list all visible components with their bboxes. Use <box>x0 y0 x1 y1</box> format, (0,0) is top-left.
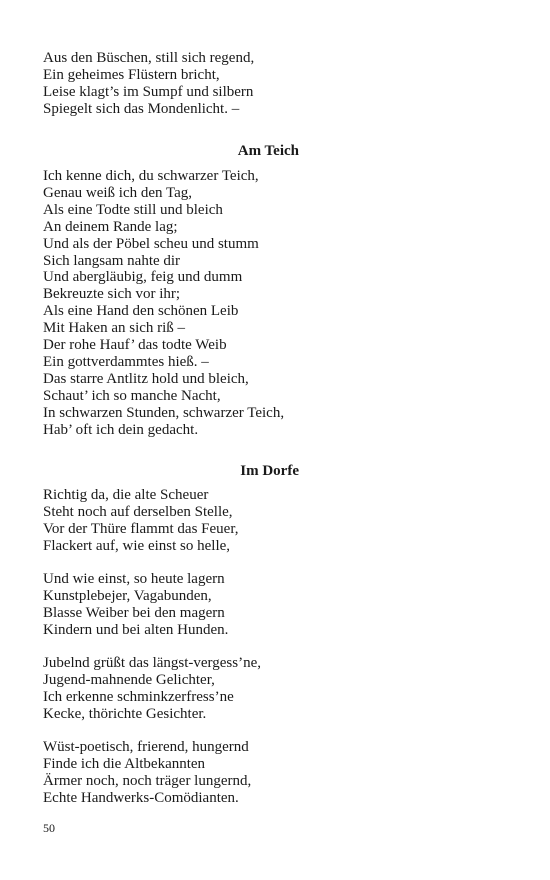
page-number: 50 <box>43 821 55 835</box>
verse-line: Ich erkenne schminkzerfress’ne <box>43 688 234 705</box>
verse-line: Spiegelt sich das Mondenlicht. – <box>43 100 240 117</box>
verse-line: Leise klagt’s im Sumpf und silbern <box>43 83 254 100</box>
verse-line: Und als der Pöbel scheu und stumm <box>43 235 259 252</box>
verse-line: Hab’ oft ich dein gedacht. <box>43 421 199 438</box>
verse-line: Der rohe Hauf’ das todte Weib <box>43 337 227 354</box>
verse-line: Jugend-mahnende Gelichter, <box>43 671 215 688</box>
verse-line: Schaut’ ich so manche Nacht, <box>43 387 221 404</box>
poem-im-dorfe-stanza-4 <box>43 739 503 807</box>
verse-line: Als eine Todte still und bleich <box>43 201 223 218</box>
verse-line: Ein gottverdammtes hieß. – <box>43 353 209 370</box>
verse-line: Und abergläubig, feig und dumm <box>43 269 243 286</box>
verse-line: Ärmer noch, noch träger lungernd, <box>43 772 252 789</box>
verse-line: Mit Haken an sich riß – <box>43 320 186 337</box>
verse-line: Kecke, thörichte Gesichter. <box>43 705 207 722</box>
poem-im-dorfe-stanza-3 <box>43 655 503 723</box>
verse-line: Echte Handwerks-Comödianten. <box>43 789 239 806</box>
verse-line: Genau weiß ich den Tag, <box>43 184 193 201</box>
verse-line: Aus den Büschen, still sich regend, <box>43 50 255 66</box>
verse-line: Jubelnd grüßt das längst-vergess’ne, <box>43 655 262 671</box>
poem-title-im-dorfe: Im Dorfe <box>240 463 299 479</box>
verse-line: Und wie einst, so heute lagern <box>43 571 225 587</box>
verse-line: In schwarzen Stunden, schwarzer Teich, <box>43 404 285 421</box>
verse-line: Ich kenne dich, du schwarzer Teich, <box>43 168 259 184</box>
verse-line: Als eine Hand den schönen Leib <box>43 303 239 320</box>
verse-line: Sich langsam nahte dir <box>43 252 181 269</box>
verse-line: Wüst-poetisch, frierend, hungernd <box>43 739 249 755</box>
poem-im-dorfe-stanza-2 <box>43 571 503 639</box>
verse-line: Richtig da, die alte Scheuer <box>43 487 209 503</box>
poem-im-dorfe-stanza-1 <box>43 487 503 555</box>
verse-line: An deinem Rande lag; <box>43 218 178 235</box>
stanza-intro <box>43 50 503 118</box>
verse-line: Blasse Weiber bei den magern <box>43 604 225 621</box>
verse-line: Flackert auf, wie einst so helle, <box>43 537 231 554</box>
verse-line: Finde ich die Altbekannten <box>43 755 206 772</box>
poem-am-teich <box>43 168 503 439</box>
verse-line: Steht noch auf derselben Stelle, <box>43 503 233 520</box>
verse-line: Vor der Thüre flammt das Feuer, <box>43 520 239 537</box>
verse-line: Ein geheimes Flüstern bricht, <box>43 66 220 83</box>
verse-line: Bekreuzte sich vor ihr; <box>43 286 181 303</box>
verse-line: Kindern und bei alten Hunden. <box>43 621 229 638</box>
verse-line: Kunstplebejer, Vagabunden, <box>43 587 212 604</box>
poem-title-am-teich: Am Teich <box>237 143 299 159</box>
verse-line: Das starre Antlitz hold und bleich, <box>43 370 249 387</box>
